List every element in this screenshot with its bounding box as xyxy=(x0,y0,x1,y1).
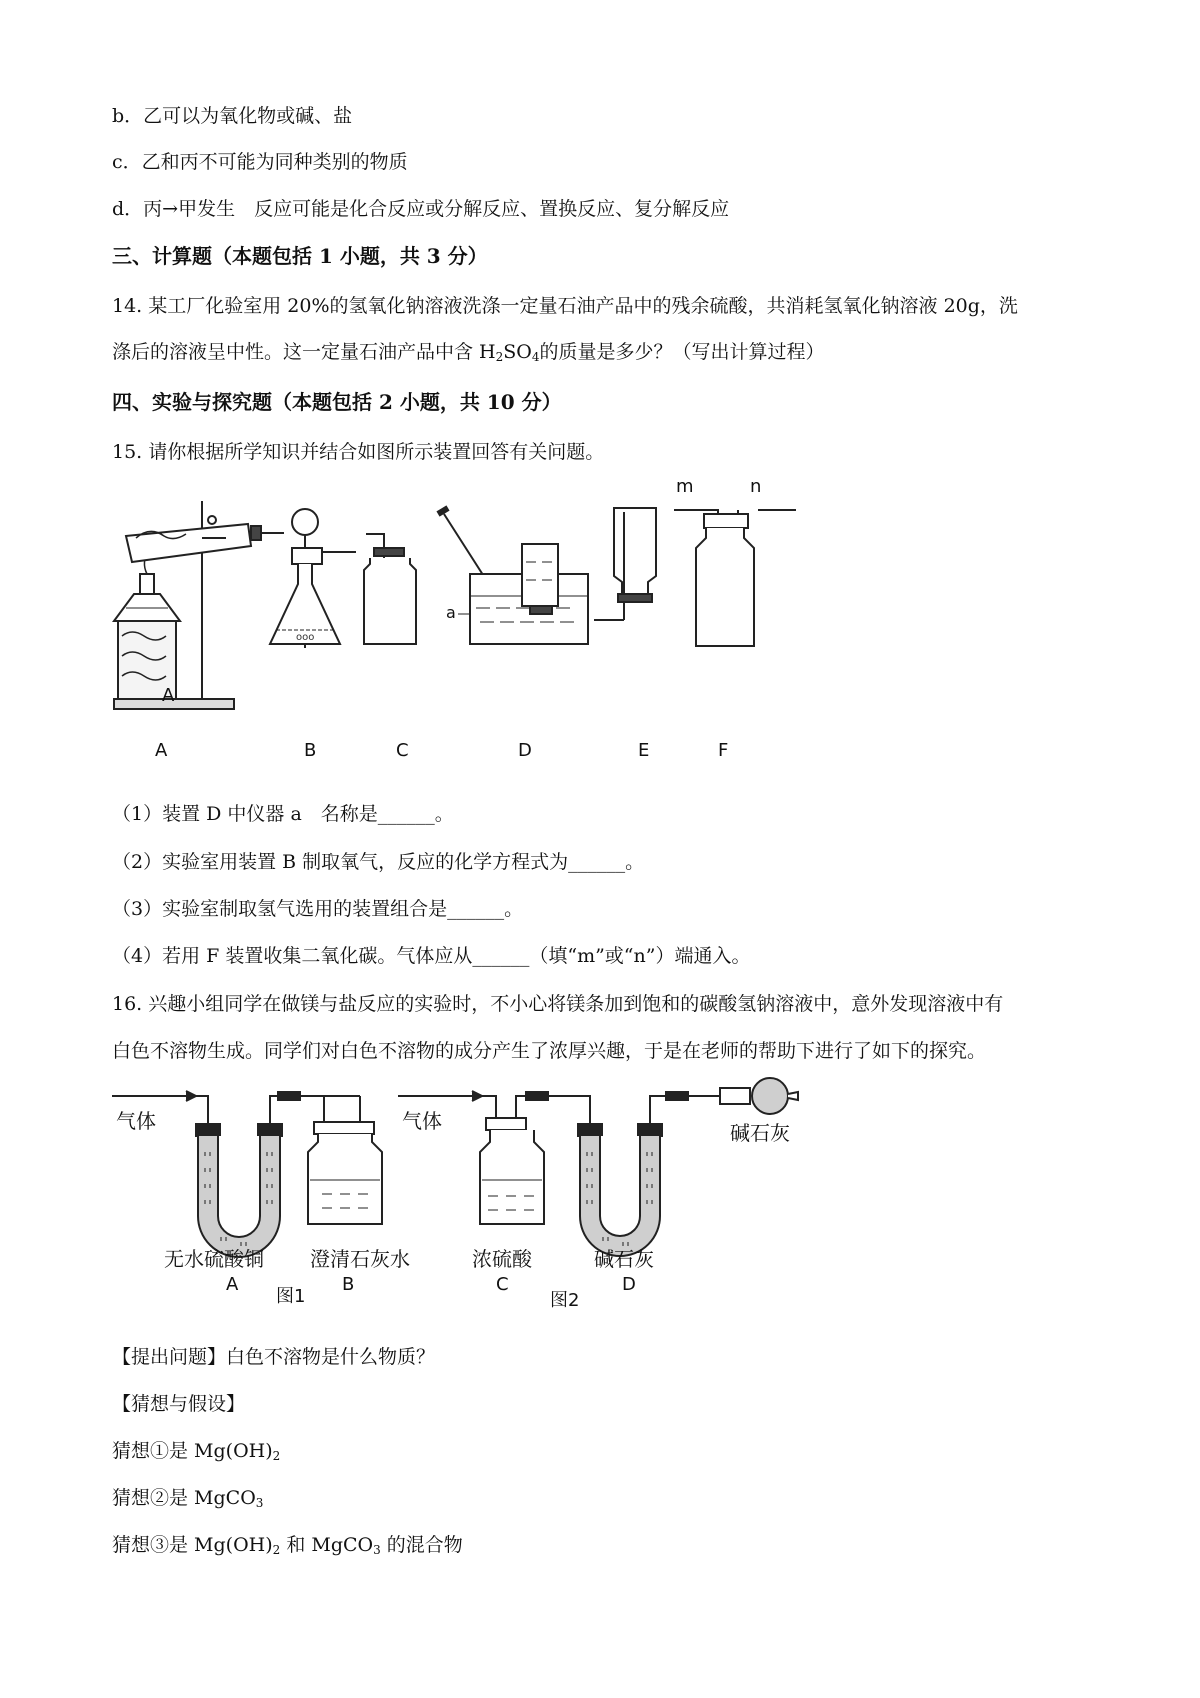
question-15-part-1: （1）装置 D 中仪器 a 名称是______。 xyxy=(112,803,454,825)
hypothesis-heading: 【猜想与假设】 xyxy=(112,1393,246,1415)
svg-text:ooo: ooo xyxy=(296,632,315,643)
option-b: b．乙可以为氧化物或碱、盐 xyxy=(112,105,353,127)
option-d: d．丙→甲发生 反应可能是化合反应或分解反应、置换反应、复分解反应 xyxy=(112,198,730,220)
apparatus-e xyxy=(594,508,656,620)
question-15-stem: 15. 请你根据所学知识并结合如图所示装置回答有关问题。 xyxy=(112,441,605,463)
question-15-part-3: （3）实验室制取氢气选用的装置组合是______。 xyxy=(112,898,524,920)
label-m: m xyxy=(676,476,694,497)
label-a-instrument: a xyxy=(446,603,456,622)
drying-tube xyxy=(720,1078,798,1114)
section-4-heading: 四、实验与探究题（本题包括 2 小题，共 10 分） xyxy=(112,390,562,414)
question-16-line-1: 16. 兴趣小组同学在做镁与盐反应的实验时，不小心将镁条加到饱和的碳酸氢钠溶液中，意外发现溶液中有 xyxy=(112,993,1004,1015)
proposed-question: 【提出问题】白色不溶物是什么物质？ xyxy=(112,1346,436,1368)
label-fig2-a: A xyxy=(226,1274,239,1295)
label-fig2-d: D xyxy=(622,1274,636,1295)
u-tube-a xyxy=(196,1124,282,1257)
hypothesis-3: 猜想③是 $Mg(OH)_2$ 和 MgCO$_3$ 的混合物 xyxy=(112,1534,463,1557)
apparatus-f xyxy=(674,510,796,646)
question-15-part-2: （2）实验室用装置 B 制取氧气，反应的化学方程式为______。 xyxy=(112,851,645,873)
label-fig2-b: B xyxy=(342,1274,355,1295)
apparatus-d xyxy=(438,508,588,644)
apparatus-c xyxy=(364,534,416,644)
hypothesis-2: 猜想②是 MgCO$_3$ xyxy=(112,1487,264,1510)
soda-lime-u-label: 碱石灰 xyxy=(594,1247,654,1271)
question-14-line-1: 14. 某工厂化验室用 20%的氢氧化钠溶液洗涤一定量石油产品中的残余硫酸，共消耗氢氧化钠溶液 20g，洗 xyxy=(112,295,1018,317)
gas-label-2: 气体 xyxy=(402,1109,442,1133)
apparatus-a xyxy=(114,501,284,709)
label-A: A xyxy=(155,740,168,761)
section-3-heading: 三、计算题（本题包括 1 小题，共 3 分） xyxy=(112,244,488,268)
label-n: n xyxy=(750,476,762,497)
apparatus-figure-1 xyxy=(108,476,828,775)
bottle-c xyxy=(480,1096,580,1224)
question-14-line-2: 涤后的溶液呈中性。这一定量石油产品中含 $H_2SO_4$的质量是多少？（写出计算过程） xyxy=(112,341,825,364)
bottle-b xyxy=(308,1096,382,1224)
figure-1-caption: 图1 xyxy=(276,1286,306,1307)
label-F: F xyxy=(718,740,729,761)
label-C: C xyxy=(396,740,409,761)
option-c: c．乙和丙不可能为同种类别的物质 xyxy=(112,151,408,173)
hypothesis-1: 猜想①是 $Mg(OH)_2$ xyxy=(112,1440,281,1463)
label-fig2-c: C xyxy=(496,1274,509,1295)
apparatus-b xyxy=(270,509,356,648)
gas-label-1: 气体 xyxy=(116,1109,156,1133)
apparatus-figure-2 xyxy=(110,1084,870,1323)
label-E: E xyxy=(638,740,650,761)
u-tube-d xyxy=(578,1124,662,1256)
soda-lime-top-label: 碱石灰 xyxy=(730,1121,790,1145)
figure-2-caption: 图2 xyxy=(550,1290,580,1311)
question-16-line-2: 白色不溶物生成。同学们对白色不溶物的成分产生了浓厚兴趣，于是在老师的帮助下进行了如下的探究。 xyxy=(112,1040,987,1062)
limewater-label: 澄清石灰水 xyxy=(310,1247,410,1271)
label-B: B xyxy=(304,740,317,761)
anhydrous-cuso4-label: 无水硫酸铜 xyxy=(164,1247,264,1271)
label-a: A xyxy=(162,685,175,706)
question-15-part-4: （4）若用 F 装置收集二氧化碳。气体应从______（填“m”或“n”）端通入。 xyxy=(112,945,751,967)
conc-h2so4-label: 浓硫酸 xyxy=(472,1247,532,1271)
label-D: D xyxy=(518,740,532,761)
